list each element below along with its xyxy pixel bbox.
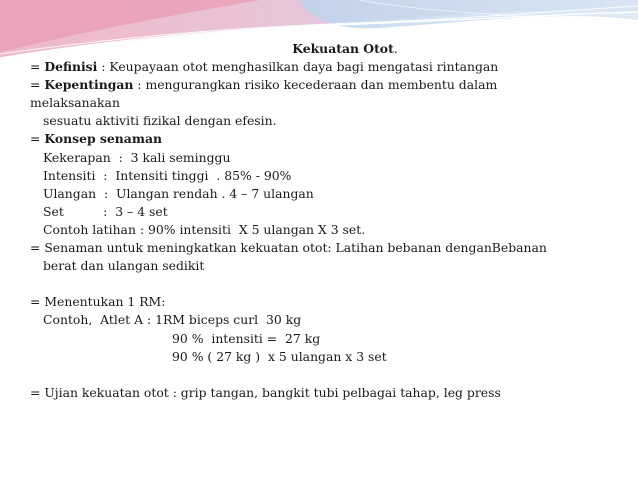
senaman-line: = Senaman untuk meningkatkan kekuatan otot: Latihan bebanan denganBebanan	[30, 240, 547, 256]
kepentingan-continuation-2: sesuatu aktiviti fizikal dengan efesin.	[43, 113, 277, 129]
konsep-item: Kekerapan : 3 kali seminggu	[43, 149, 231, 165]
spacer	[30, 275, 630, 293]
konsep-item: Ulangan : Ulangan rendah . 4 – 7 ulangan	[43, 185, 314, 201]
senaman-line-2: berat dan ulangan sedikit	[43, 258, 205, 274]
konsep-item: Set : 3 – 4 set	[43, 203, 168, 219]
definisi-line: = Definisi : Keupayaan otot menghasilkan daya bagi mengatasi rintangan	[30, 59, 499, 75]
konsep-item: Contoh latihan : 90% intensiti X 5 ulangan X 3 set.	[43, 221, 366, 237]
rm-example: Contoh, Atlet A : 1RM biceps curl 30 kg	[43, 312, 302, 328]
kepentingan-label: Kepentingan	[44, 77, 134, 93]
ujian-line: = Ujian kekuatan otot : grip tangan, bangkit tubi pelbagai tahap, leg press	[30, 384, 501, 400]
konsep-item: Intensiti : Intensiti tinggi . 85% - 90%	[43, 167, 292, 183]
kepentingan-line: = Kepentingan : mengurangkan risiko kecederaan dan membentu dalam	[30, 77, 498, 93]
definisi-label: Definisi	[44, 59, 98, 75]
slide-content	[30, 40, 630, 402]
rm-calc: 90 % ( 27 kg ) x 5 ulangan x 3 set	[172, 348, 387, 364]
kepentingan-continuation: melaksanakan	[30, 95, 120, 111]
slide-title: Kekuatan Otot.	[292, 41, 398, 56]
rm-heading: = Menentukan 1 RM:	[30, 294, 166, 310]
konsep-heading: = Konsep senaman	[30, 131, 162, 147]
rm-calc: 90 % intensiti = 27 kg	[172, 330, 321, 346]
spacer	[30, 366, 630, 384]
